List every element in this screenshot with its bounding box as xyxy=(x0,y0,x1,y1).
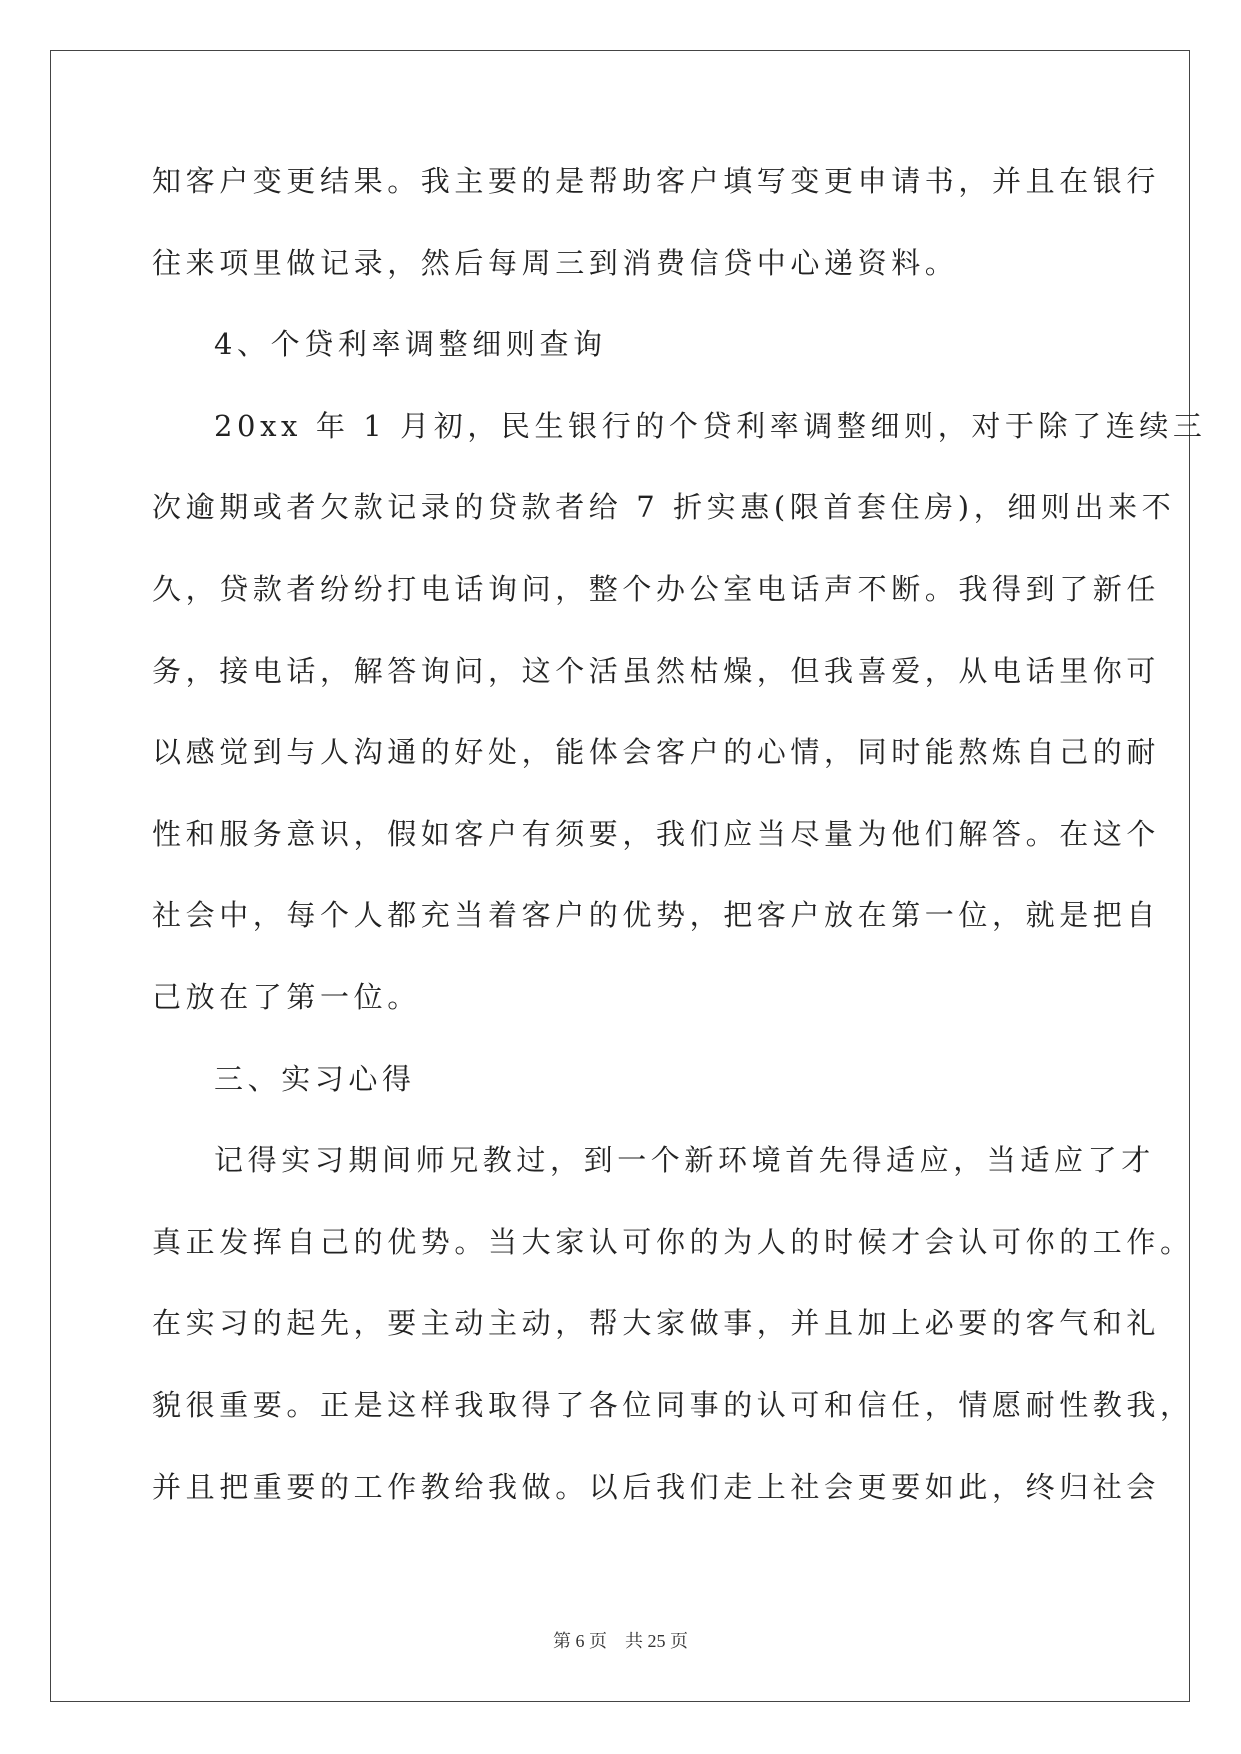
body-line: 20xx 年 1 月初，民生银行的个贷利率调整细则，对于除了连续三 xyxy=(214,408,1207,443)
body-line: 社会中，每个人都充当着客户的优势，把客户放在第一位，就是把自 xyxy=(152,898,1161,933)
body-line: 貌很重要。正是这样我取得了各位同事的认可和信任，情愿耐性教我， xyxy=(152,1387,1194,1422)
body-line: 务，接电话，解答询问，这个活虽然枯燥，但我喜爱，从电话里你可 xyxy=(152,653,1161,688)
body-line: 真正发挥自己的优势。当大家认可你的为人的时候才会认可你的工作。 xyxy=(152,1224,1194,1259)
body-line: 知客户变更结果。我主要的是帮助客户填写变更申请书，并且在银行 xyxy=(152,164,1161,198)
page-total: 共 25 页 xyxy=(625,1631,688,1651)
page-number: 第 6 页 xyxy=(553,1631,607,1651)
body-line: 己放在了第一位。 xyxy=(152,979,421,1014)
document-body xyxy=(152,163,1207,1550)
body-line: 次逾期或者欠款记录的贷款者给 7 折实惠(限首套住房)，细则出来不 xyxy=(152,490,1176,525)
section-heading: 三、实习心得 xyxy=(214,1061,416,1096)
body-line: 性和服务意识，假如客户有须要，我们应当尽量为他们解答。在这个 xyxy=(152,816,1161,851)
body-line: 并且把重要的工作教给我做。以后我们走上社会更要如此，终归社会 xyxy=(152,1469,1161,1504)
page-footer xyxy=(0,1627,1241,1653)
body-line: 在实习的起先，要主动主动，帮大家做事，并且加上必要的客气和礼 xyxy=(152,1306,1161,1341)
body-line: 记得实习期间师兄教过，到一个新环境首先得适应，当适应了才 xyxy=(214,1143,1155,1178)
section-heading: 4、个贷利率调整细则查询 xyxy=(214,327,607,362)
body-line: 久，贷款者纷纷打电话询问，整个办公室电话声不断。我得到了新任 xyxy=(152,571,1161,606)
body-line: 以感觉到与人沟通的好处，能体会客户的心情，同时能熬炼自己的耐 xyxy=(152,735,1161,770)
body-line: 往来项里做记录，然后每周三到消费信贷中心递资料。 xyxy=(152,245,959,280)
